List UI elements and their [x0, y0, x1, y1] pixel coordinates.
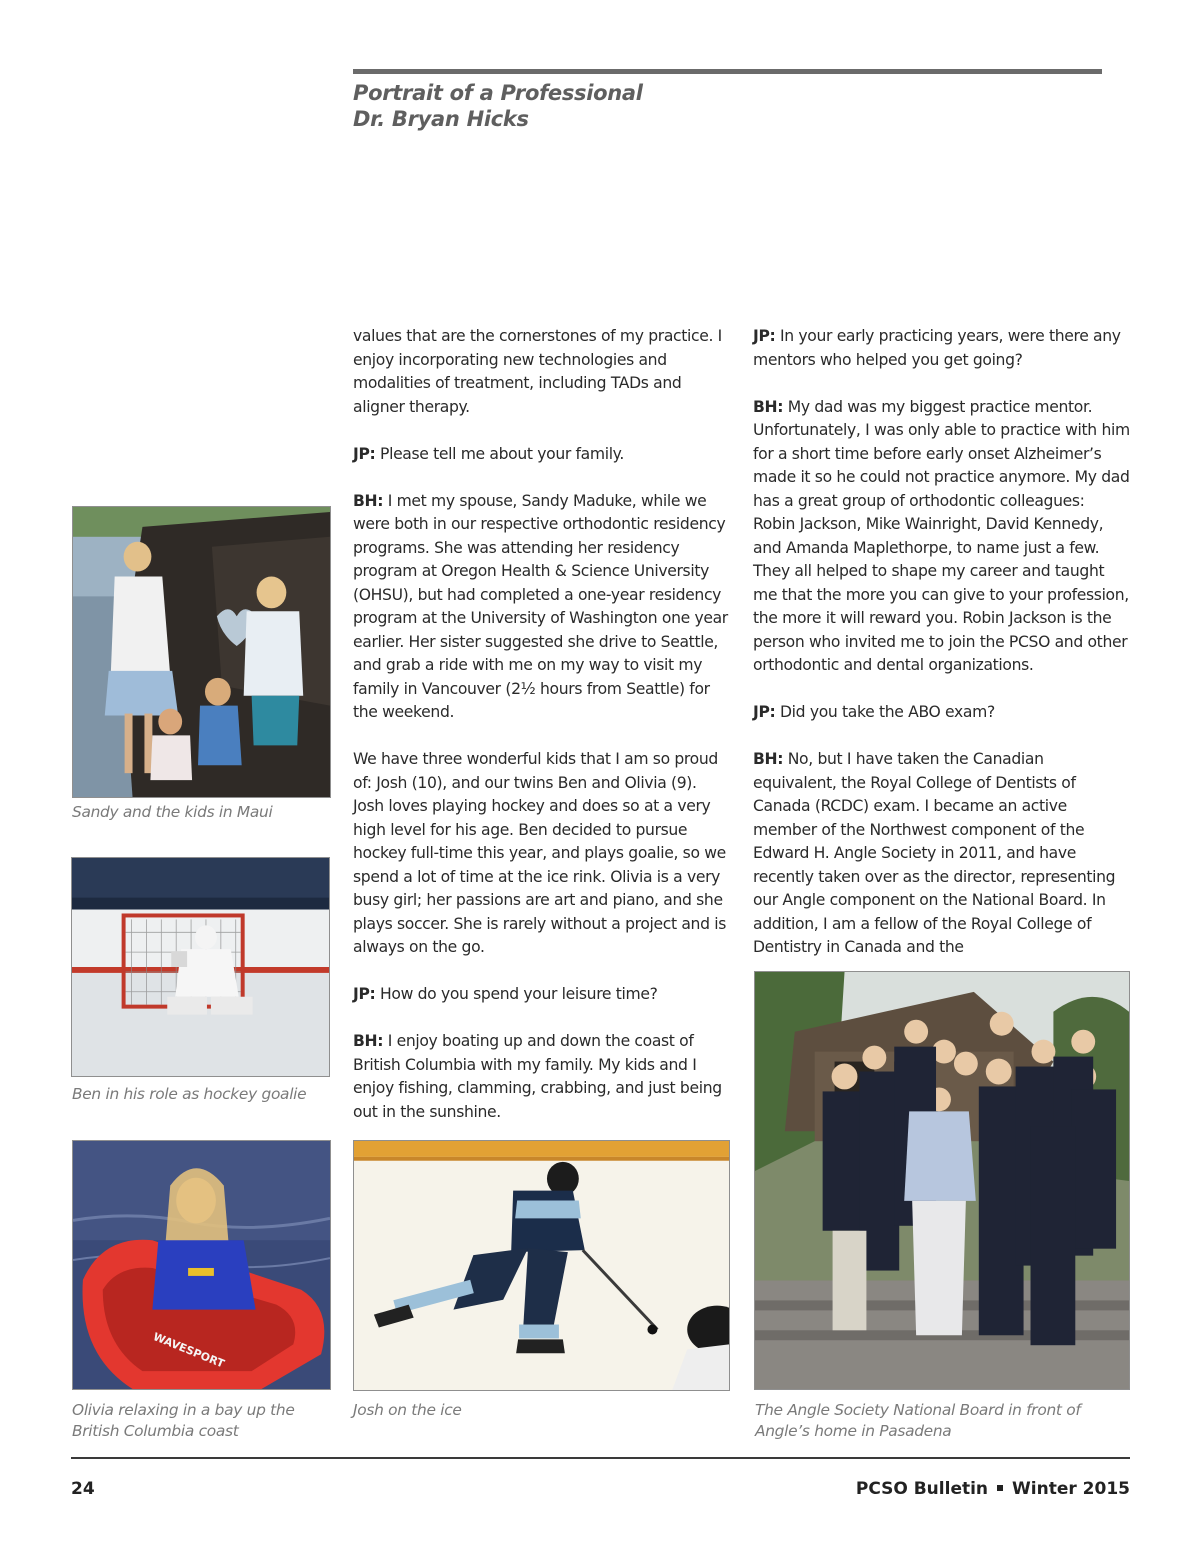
speaker-label: JP:: [353, 985, 376, 1003]
speaker-label: JP:: [353, 444, 376, 463]
speaker-label: JP:: [753, 703, 776, 721]
header-rule: [353, 69, 1102, 74]
separator-square-icon: [997, 1485, 1003, 1491]
footer-rule: [71, 1457, 1130, 1459]
paragraph: JP: How do you spend your leisure time?: [353, 985, 658, 1003]
speaker-label: BH:: [353, 491, 384, 510]
paragraph: BH: I enjoy boating up and down the coast of British Columbia with my family. My kids and I enjoy fishing, clamming, crabbing, and just being out in the sunshine.: [353, 1032, 722, 1121]
olivia-kayak-photo: [72, 1140, 331, 1390]
kayak-brand-text: WAVESPORT: [151, 1330, 227, 1371]
speaker-label: BH:: [753, 397, 784, 416]
paragraph: JP: Please tell me about your family.: [353, 444, 624, 463]
speaker-label: BH:: [753, 750, 784, 768]
speaker-label: JP:: [753, 327, 776, 345]
publication-issue: Winter 2015: [1012, 1479, 1130, 1499]
page-number: 24: [71, 1479, 95, 1499]
maui-photo-caption: Sandy and the kids in Maui: [72, 803, 273, 821]
speaker-label: BH:: [353, 1032, 384, 1050]
angle-society-photo: [754, 971, 1130, 1390]
goalie-photo-caption: Ben in his role as hockey goalie: [72, 1085, 307, 1103]
paragraph: JP: In your early practicing years, were there any mentors who helped you get going?: [753, 327, 1121, 369]
paragraph: JP: Did you take the ABO exam?: [753, 703, 995, 721]
maui-family-photo: [72, 506, 331, 798]
josh-photo-caption: Josh on the ice: [353, 1401, 462, 1419]
paragraph: We have three wonderful kids that I am so proud of: Josh (10), and our twins Ben and Olivia (9). Josh loves playing hockey and does so at a very high level for his age. Ben decided to pursue hockey full-time this year, and plays goalie, so we spend a lot of time at the ice rink. Olivia is a very busy girl; her passions are art and piano, and she plays soccer. She is rarely without a project and is always on the go.: [353, 750, 727, 956]
angle-photo-caption: The Angle Society National Board in front of Angle’s home in Pasadena: [755, 1401, 1081, 1440]
olivia-photo-caption: Olivia relaxing in a bay up the British Columbia coast: [72, 1401, 295, 1440]
section-title-line2: Dr. Bryan Hicks: [353, 107, 529, 131]
hockey-goalie-photo: [71, 857, 330, 1077]
publication-footer: [856, 1479, 1130, 1499]
publication-name: PCSO Bulletin: [855, 1479, 989, 1499]
josh-hockey-photo: [353, 1140, 730, 1391]
interview-column-right: [753, 325, 1131, 960]
section-title-line1: Portrait of a Professional: [353, 81, 643, 105]
section-title: [353, 80, 953, 132]
paragraph: values that are the cornerstones of my practice. I enjoy incorporating new technologies and modalities of treatment, including TADs and aligner therapy.: [353, 327, 722, 416]
paragraph: BH: I met my spouse, Sandy Maduke, while we were both in our respective orthodontic residency programs. She was attending her residency program at Oregon Health & Science University (OHSU), but had completed a one-year residency program at the University of Washington one year earlier. Her sister suggested she drive to Seattle, and grab a ride with me on my way to visit my family in Vancouver (2½ hours from Seattle) for the weekend.: [353, 491, 728, 721]
interview-column-middle: [353, 325, 731, 1124]
paragraph: BH: My dad was my biggest practice mentor. Unfortunately, I was only able to practice with him for a short time before early onset Alzheimer’s made it so he could not practice anymore. My dad has a great group of orthodontic colleagues: Robin Jackson, Mike Wainright, David Kennedy, and Amanda Maplethorpe, to name just a few. They all helped to shape my career and taught me that the more you can give to your profession, the more it will reward you. Robin Jackson is the person who invited me to join the PCSO and other orthodontic and dental organizations.: [753, 397, 1130, 674]
paragraph: BH: No, but I have taken the Canadian equivalent, the Royal College of Dentists of Canada (RCDC) exam. I became an active member of the Northwest component of the Edward H. Angle Society in 2011, and have recently taken over as the director, representing our Angle component on the National Board. In addition, I am a fellow of the Royal College of Dentistry in Canada and the: [753, 750, 1116, 956]
